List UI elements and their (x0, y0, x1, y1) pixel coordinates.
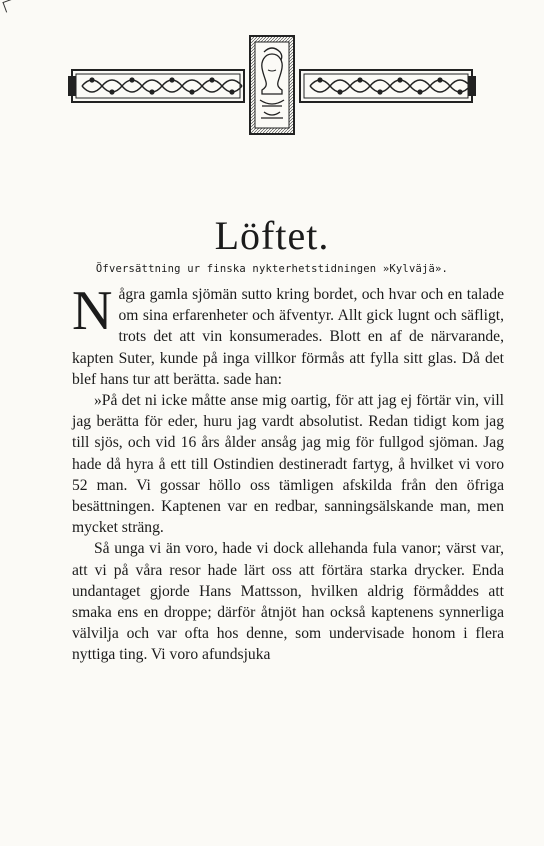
paragraph-1 (72, 280, 504, 390)
headpiece-ornament (68, 34, 476, 136)
article-body (72, 280, 504, 666)
bust-medallion-icon (68, 34, 476, 136)
floral-frieze-icon (300, 70, 476, 102)
page-corner-mark (2, 0, 16, 13)
paragraph-3: Så unga vi än voro, hade vi dock allehanda fula vanor; värst var, att vi på våra resor hade lärt oss att förtära starka drycker. Enda undantaget gjorde Hans Mattsson, hvilken aldrig förmåddes att smaka ens en droppe; därför åtnjöt han också kaptenens synnerliga välvilja och var ofta hos denne, som undervisade honom i flera nyttiga ting. Vi voro afundsjuka (72, 540, 504, 664)
page-title: Löftet. (214, 213, 330, 258)
page-subtitle: Öfversättning ur finska nykterhetstidningen »Kylväjä». (95, 263, 449, 275)
paragraph-1-text: ågra gamla sjömän sutto kring bordet, och hvar och en talade om sina erfarenheter och äfventyr. Allt gick lugnt och säfligt, trots det att vin konsumerades. Blott en af de närvarande, kapten Suter, kunde på inga villkor förmås att fylla sitt glas. Då det blef hans tur att berätta. sade han: (72, 286, 504, 388)
drop-cap: N (72, 280, 113, 342)
paragraph-2: »På det ni icke måtte anse mig oartig, för att jag ej förtär vin, vill jag berätta för eder, huru jag vardt absolutist. Redan tidigt kom jag till sjös, och vid 16 års ålder ansåg jag mig för fullgod sjöman. Jag hade då hyra å ett till Ostindien destineradt fartyg, å hvilket vi voro 52 man. Vi gossar höllo oss tämligen afskilda från den öfriga besättningen. Kaptenen var en redbar, sanningsälskande man, men mycket sträng. (72, 392, 504, 537)
floral-frieze-icon (68, 70, 244, 102)
